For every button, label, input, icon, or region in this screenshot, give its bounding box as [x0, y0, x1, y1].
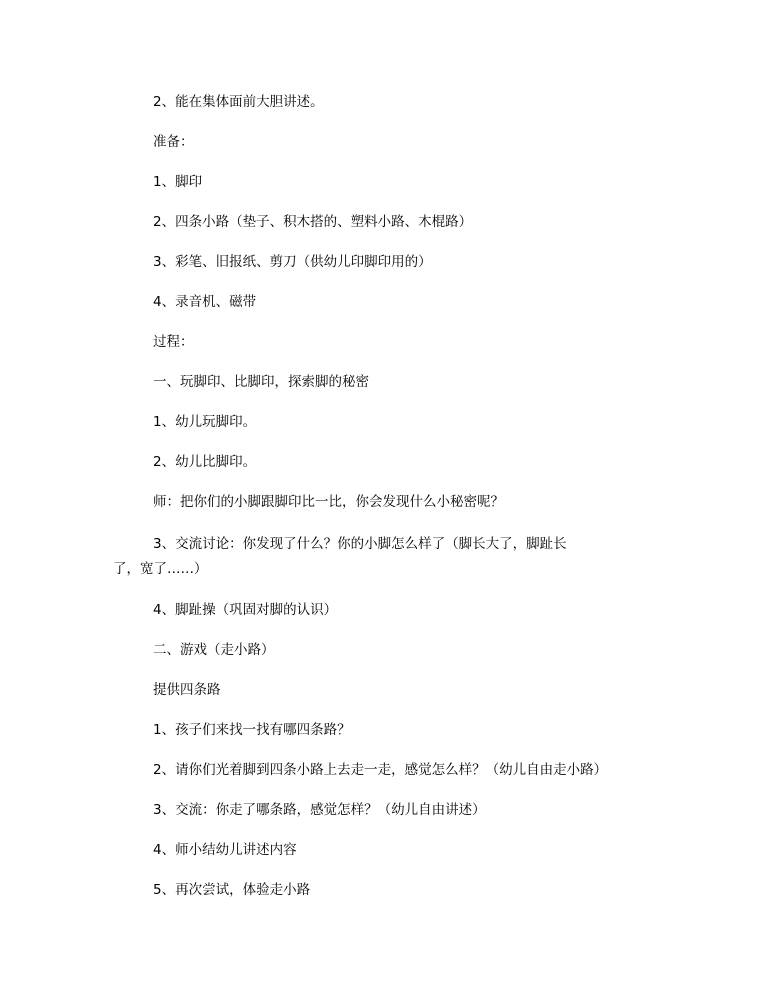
- paragraph-step-3: 3、交流讨论：你发现了什么？你的小脚怎么样了（脚长大了，脚趾长了，宽了……）: [113, 536, 567, 577]
- paragraph-four-paths: 提供四条路: [153, 682, 221, 698]
- heading-process: 过程：: [153, 334, 194, 350]
- paragraph-goal-2: 2、能在集体面前大胆讲述。: [153, 94, 324, 110]
- paragraph-step-1: 1、幼儿玩脚印。: [153, 414, 257, 430]
- paragraph-game-3: 3、交流：你走了哪条路，感觉怎样？（幼儿自由讲述）: [153, 802, 486, 818]
- section-heading-2: 二、游戏（走小路）: [153, 642, 275, 658]
- paragraph-game-5: 5、再次尝试，体验走小路: [153, 882, 311, 898]
- paragraph-prep-3: 3、彩笔、旧报纸、剪刀（供幼儿印脚印用的）: [153, 254, 432, 270]
- paragraph-game-4: 4、师小结幼儿讲述内容: [153, 842, 297, 858]
- heading-preparation: 准备：: [153, 134, 194, 150]
- paragraph-step-2: 2、幼儿比脚印。: [153, 454, 257, 470]
- paragraph-game-1: 1、孩子们来找一找有哪四条路？: [153, 722, 351, 738]
- paragraph-game-2: 2、请你们光着脚到四条小路上去走一走，感觉怎么样？（幼儿自由走小路）: [153, 762, 608, 778]
- paragraph-prep-2: 2、四条小路（垫子、积木搭的、塑料小路、木棍路）: [153, 214, 473, 230]
- section-heading-1: 一、玩脚印、比脚印，探索脚的秘密: [153, 374, 369, 390]
- paragraph-prep-1: 1、脚印: [153, 174, 203, 190]
- paragraph-step-4: 4、脚趾操（巩固对脚的认识）: [153, 602, 338, 618]
- paragraph-prep-4: 4、录音机、磁带: [153, 294, 257, 310]
- paragraph-teacher-prompt: 师：把你们的小脚跟脚印比一比，你会发现什么小秘密呢？: [153, 494, 504, 510]
